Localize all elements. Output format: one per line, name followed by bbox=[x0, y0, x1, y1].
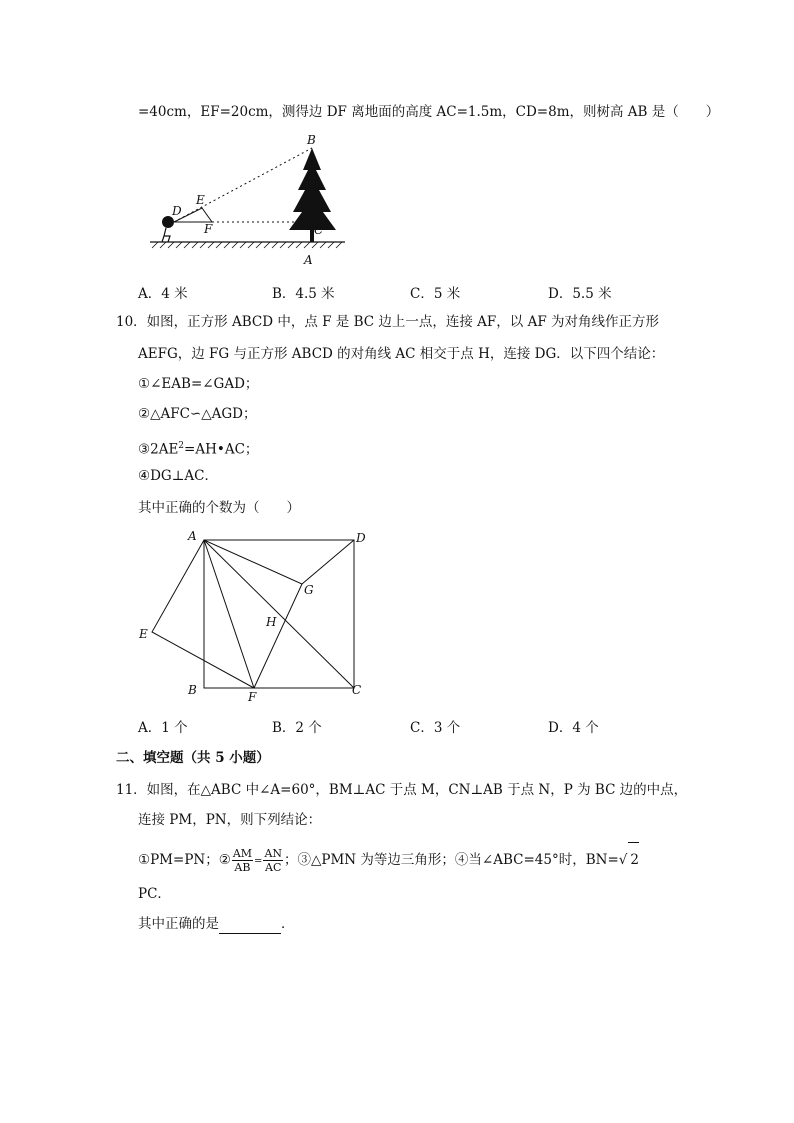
q9-option-c[interactable]: C．5 米 bbox=[410, 286, 461, 302]
label-F: F bbox=[248, 690, 257, 704]
q10-option-c[interactable]: C．3 个 bbox=[410, 720, 461, 736]
label-E: E bbox=[139, 627, 148, 641]
fraction-an-ac: $\frac{AN}{AC}$ bbox=[264, 847, 283, 874]
q11-stem-line1: 11．如图，在△ABC 中∠A=60°，BM⊥AC 于点 M，CN⊥AB 于点 N，P 为 BC 边的中点， bbox=[116, 782, 688, 798]
label-C: C bbox=[352, 683, 362, 697]
q9-option-a[interactable]: A．4 米 bbox=[138, 286, 188, 302]
section-title-fill-in: 二、填空题（共 5 小题） bbox=[116, 750, 270, 766]
fraction-am-ab: $\frac{AM}{AB}$ bbox=[232, 847, 253, 874]
label-E: E bbox=[196, 193, 205, 207]
q10-stem-line1: 10．如图，正方形 ABCD 中，点 F 是 BC 边上一点，连接 AF，以 AF 为对角线作正方形 bbox=[116, 314, 659, 330]
q10-conclusion-3: $③2AE^2=AH•AC$； bbox=[138, 441, 259, 458]
q10-conclusion-2: ②△AFC∽△AGD； bbox=[138, 406, 257, 422]
q9-option-b[interactable]: B．4.5 米 bbox=[272, 286, 335, 302]
answer-blank[interactable] bbox=[219, 919, 281, 934]
q10-question: 其中正确的个数为（ ） bbox=[138, 500, 300, 516]
q9-stem-continuation: =40cm，EF=20cm，测得边 DF 离地面的高度 AC=1.5m，CD=8m，则树高 AB 是（ ） bbox=[138, 104, 720, 120]
label-F: F bbox=[204, 222, 213, 236]
q11-question: 其中正确的是 ． bbox=[138, 916, 295, 932]
q9-tree-figure bbox=[150, 130, 360, 270]
q10-conclusion-4: ④DG⊥AC． bbox=[138, 468, 218, 484]
q10-conclusion-1: ①∠EAB=∠GAD； bbox=[138, 376, 259, 392]
q10-stem-line2: AEFG，边 FG 与正方形 ABCD 的对角线 AC 相交于点 H，连接 DG．以下四个结论： bbox=[138, 346, 665, 362]
label-D: D bbox=[356, 531, 366, 545]
label-G: G bbox=[304, 583, 314, 597]
q10-square-figure bbox=[134, 528, 374, 708]
q11-line4: PC． bbox=[138, 886, 171, 902]
label-B: B bbox=[307, 133, 316, 147]
label-D: D bbox=[172, 204, 182, 218]
label-H: H bbox=[266, 615, 277, 629]
q11-conclusions: ①PM=PN；② $\frac{AM}{AB}$ = $\frac{AN}{AC}$ ；③△PMN 为等边三角形；④当∠ABC=45°时，BN=√ 2 bbox=[138, 842, 639, 879]
label-A: A bbox=[304, 253, 313, 267]
label-A: A bbox=[188, 529, 197, 543]
label-C: C bbox=[314, 223, 324, 237]
q9-option-d[interactable]: D．5.5 米 bbox=[548, 286, 612, 302]
q10-option-b[interactable]: B．2 个 bbox=[272, 720, 322, 736]
sqrt-symbol: √ bbox=[618, 852, 628, 868]
label-B: B bbox=[188, 683, 197, 697]
q10-option-a[interactable]: A．1 个 bbox=[138, 720, 188, 736]
q11-stem-line2: 连接 PM，PN，则下列结论： bbox=[138, 812, 322, 828]
q10-option-d[interactable]: D．4 个 bbox=[548, 720, 599, 736]
